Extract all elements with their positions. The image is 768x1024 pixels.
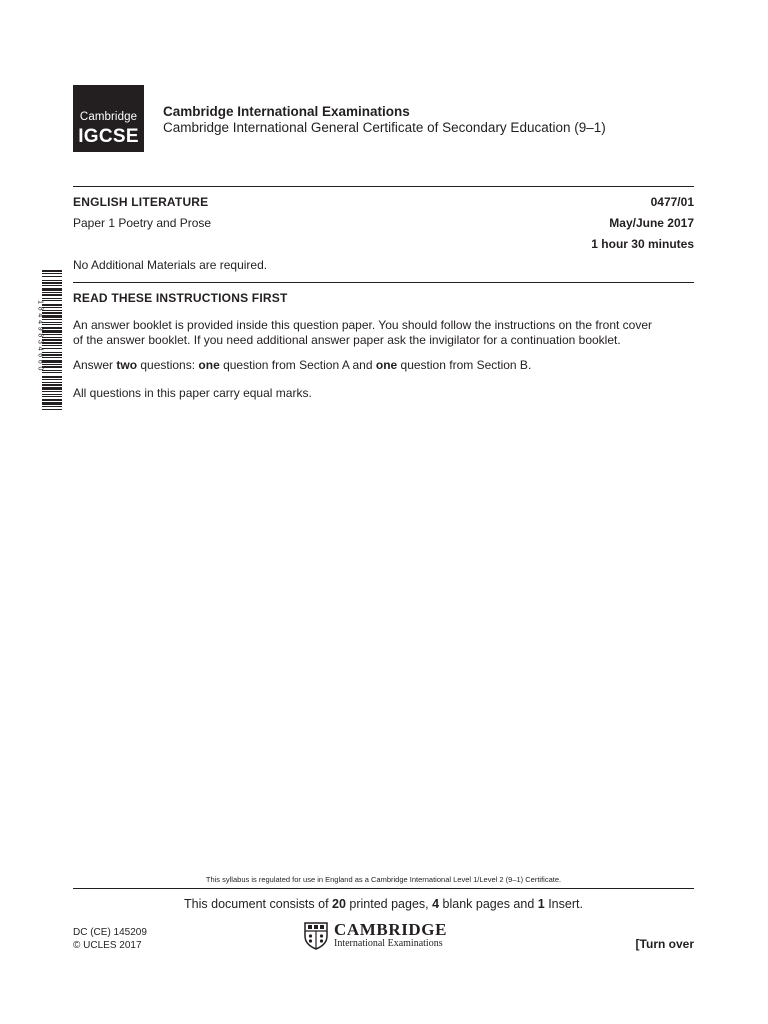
org-name: Cambridge International Examinations: [163, 104, 410, 119]
divider-instructions: [73, 282, 694, 283]
copyright: © UCLES 2017: [73, 940, 142, 951]
barcode-bar: [42, 357, 62, 358]
text-emphasis: one: [198, 358, 220, 372]
barcode-bar: [42, 276, 62, 277]
cambridge-crest-icon: [304, 922, 328, 950]
barcode-bar: [42, 298, 62, 299]
text-emphasis: 4: [432, 897, 440, 911]
text-part: question from Section B.: [397, 358, 532, 372]
paper-title: Paper 1 Poetry and Prose: [73, 216, 212, 230]
barcode-bar: [42, 352, 62, 353]
barcode-bar: [42, 382, 62, 383]
barcode-bar: [42, 315, 62, 318]
barcode-bar: [42, 354, 62, 356]
barcode-bar: [42, 330, 62, 333]
instruction-line-1b: of the answer booklet. If you need additional answer paper ask the invigilator for a continuation booklet.: [73, 332, 621, 347]
barcode-bar: [42, 282, 62, 284]
text-emphasis: one: [375, 358, 398, 372]
instruction-answer-two: [73, 358, 698, 373]
barcode-bar: [42, 324, 62, 325]
barcode: [30, 270, 62, 410]
barcode-bar: [42, 406, 62, 407]
barcode-bar: [42, 387, 62, 390]
barcode-bar: [42, 384, 62, 386]
barcode-bar: [42, 364, 62, 365]
cambridge-wordmark: CAMBRIDGE: [334, 920, 448, 939]
barcode-bar: [42, 292, 62, 293]
barcode-bar: [42, 399, 62, 401]
cambridge-igcse-logo: [73, 85, 144, 152]
text-emphasis: 1: [537, 897, 545, 911]
divider-footer: [73, 888, 694, 889]
instruction-line-1a: An answer booklet is provided inside this question paper. You should follow the instructions on the front cover: [73, 318, 653, 332]
barcode-bar: [42, 360, 62, 363]
barcode-bar: [42, 348, 62, 349]
barcode-bar: [42, 300, 62, 301]
barcode-bar: [42, 409, 62, 410]
certificate-name: Cambridge International General Certificate of Secondary Education (9–1): [163, 120, 606, 135]
barcode-bar: [42, 334, 62, 335]
barcode-bar: [42, 327, 62, 329]
divider-top: [73, 186, 694, 187]
logo-line-2: IGCSE: [78, 126, 139, 147]
instruction-answer-booklet: [73, 318, 698, 347]
text-part: printed pages,: [345, 897, 433, 911]
barcode-bar: [42, 304, 62, 306]
text-emphasis: 20: [332, 897, 346, 911]
document-reference: [73, 926, 147, 952]
barcode-bar: [42, 342, 62, 344]
text-part: questions:: [137, 358, 199, 372]
page-count-statement: [73, 897, 694, 911]
paper-code: 0477/01: [650, 195, 694, 209]
barcode-bar: [42, 273, 62, 274]
exam-session: May/June 2017: [609, 216, 694, 230]
barcode-bar: [42, 294, 62, 296]
barcode-bar: [42, 307, 62, 308]
barcode-bar: [42, 391, 62, 392]
reference-code: DC (CE) 145209: [73, 927, 147, 938]
barcode-bar: [42, 345, 62, 346]
materials-note: No Additional Materials are required.: [73, 258, 268, 272]
barcode-bar: [42, 322, 62, 323]
barcode-bar: [42, 366, 62, 368]
barcode-bar: [42, 270, 62, 272]
barcode-bar: [42, 402, 62, 405]
barcode-bar: [42, 376, 62, 378]
barcode-bar: [42, 394, 62, 395]
logo-line-1: Cambridge: [79, 111, 138, 123]
barcode-bar: [42, 337, 62, 338]
barcode-bar: [42, 370, 62, 371]
barcode-bar: [42, 379, 62, 380]
barcode-bar: [42, 288, 62, 291]
text-part: Insert.: [544, 897, 583, 911]
text-emphasis: two: [116, 358, 138, 372]
barcode-bar: [42, 319, 62, 320]
barcode-bar: [42, 285, 62, 286]
barcode-bar: [42, 372, 62, 373]
cambridge-subtitle: International Examinations: [334, 938, 443, 949]
text-part: question from Section A and: [219, 358, 376, 372]
instructions-heading: READ THESE INSTRUCTIONS FIRST: [73, 291, 288, 305]
text-part: Answer: [73, 358, 117, 372]
syllabus-note: This syllabus is regulated for use in England as a Cambridge International Level 1/Level 2 (9–1) Certificate.: [205, 875, 562, 884]
subject-title: ENGLISH LITERATURE: [73, 195, 209, 209]
barcode-bar: [42, 312, 62, 314]
turn-over: [Turn over: [635, 937, 694, 951]
barcode-bar: [42, 310, 62, 311]
barcode-bar: [42, 396, 62, 397]
text-part: blank pages and: [439, 897, 538, 911]
text-part: This document consists of: [184, 897, 333, 911]
barcode-bar: [42, 339, 62, 341]
barcode-bar: [42, 280, 62, 281]
instruction-equal-marks: All questions in this paper carry equal marks.: [73, 386, 312, 400]
exam-duration: 1 hour 30 minutes: [591, 237, 694, 251]
barcode-digits: 1 8 4 4 9 8 3 4 6 6 0: [36, 300, 44, 371]
